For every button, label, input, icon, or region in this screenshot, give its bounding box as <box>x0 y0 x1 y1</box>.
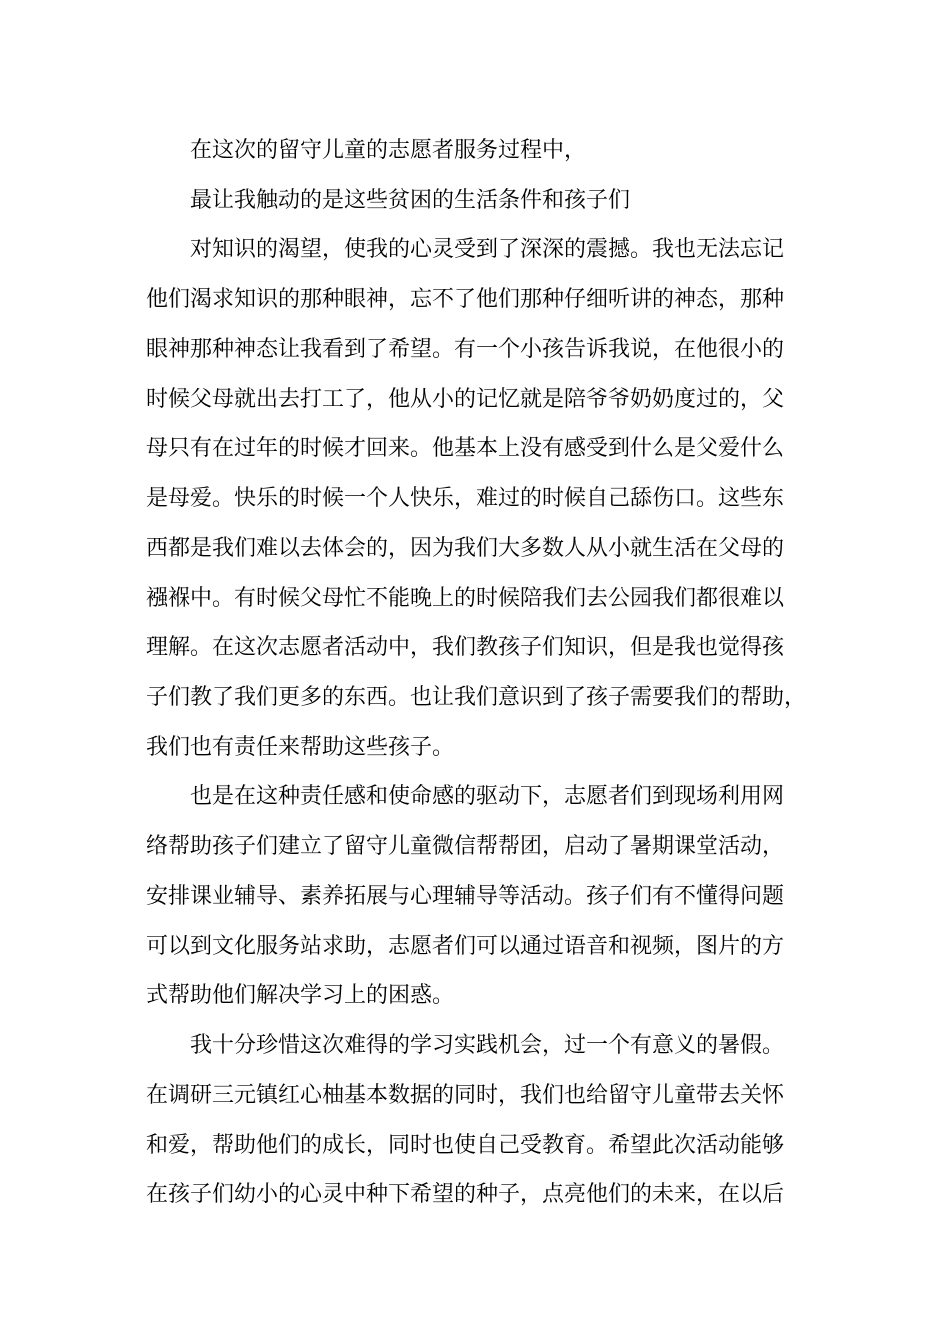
text-line: 襁褓中。有时候父母忙不能晚上的时候陪我们去公园我们都很难以 <box>146 586 785 611</box>
text-line: 可以到文化服务站求助，志愿者们可以通过语音和视频，图片的方 <box>146 934 785 959</box>
text-line: 母只有在过年的时候才回来。他基本上没有感受到什么是父爱什么 <box>146 436 785 461</box>
text-line: 我们也有责任来帮助这些孩子。 <box>146 735 455 760</box>
text-line: 在调研三元镇红心柚基本数据的同时，我们也给留守儿童带去关怀 <box>146 1083 785 1108</box>
text-line: 西都是我们难以去体会的，因为我们大多数人从小就生活在父母的 <box>146 536 785 561</box>
text-line: 我十分珍惜这次难得的学习实践机会，过一个有意义的暑假。 <box>190 1033 785 1058</box>
text-line: 理解。在这次志愿者活动中，我们教孩子们知识，但是我也觉得孩 <box>146 635 785 660</box>
text-line: 时候父母就出去打工了，他从小的记忆就是陪爷爷奶奶度过的，父 <box>146 387 785 412</box>
text-line: 对知识的渴望，使我的心灵受到了深深的震撼。我也无法忘记 <box>190 237 785 262</box>
text-line: 子们教了我们更多的东西。也让我们意识到了孩子需要我们的帮助， <box>146 685 807 710</box>
text-line: 式帮助他们解决学习上的困惑。 <box>146 983 455 1008</box>
text-line: 安排课业辅导、素养拓展与心理辅导等活动。孩子们有不懂得问题 <box>146 884 785 909</box>
text-line: 他们渴求知识的那种眼神，忘不了他们那种仔细听讲的神态，那种 <box>146 287 785 312</box>
text-line: 最让我触动的是这些贫困的生活条件和孩子们 <box>190 188 631 213</box>
text-line: 眼神那种神态让我看到了希望。有一个小孩告诉我说，在他很小的 <box>146 337 785 362</box>
text-line: 络帮助孩子们建立了留守儿童微信帮帮团，启动了暑期课堂活动， <box>146 834 785 859</box>
text-line: 和爱，帮助他们的成长，同时也使自己受教育。希望此次活动能够 <box>146 1133 785 1158</box>
text-line: 是母爱。快乐的时候一个人快乐，难过的时候自己舔伤口。这些东 <box>146 486 785 511</box>
text-line: 在孩子们幼小的心灵中种下希望的种子，点亮他们的未来，在以后 <box>146 1182 785 1207</box>
text-line: 也是在这种责任感和使命感的驱动下，志愿者们到现场利用网 <box>190 784 785 809</box>
text-line: 在这次的留守儿童的志愿者服务过程中， <box>190 138 587 163</box>
